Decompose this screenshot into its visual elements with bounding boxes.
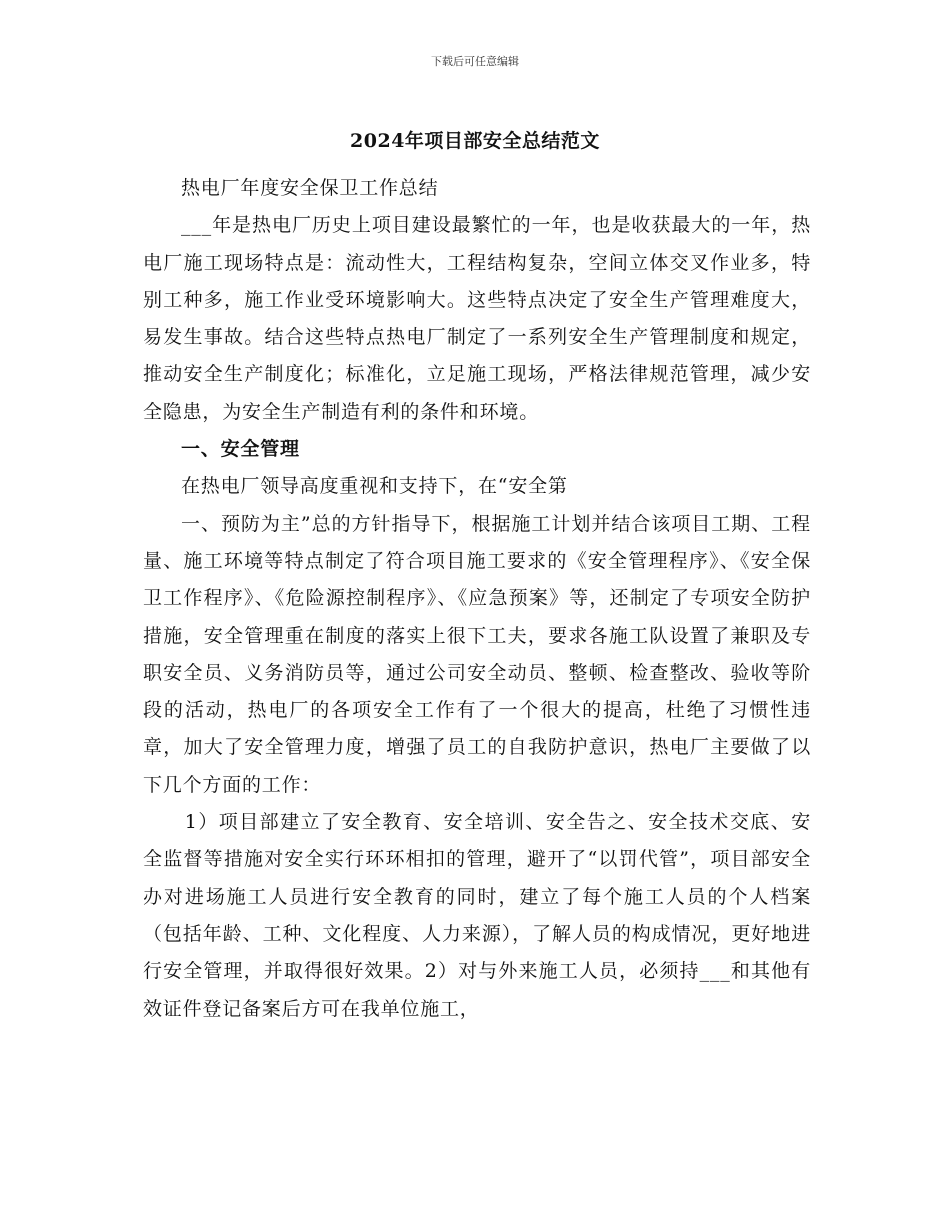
intro-paragraph: ___年是热电厂历史上项目建设最繁忙的一年，也是收获最大的一年，热电厂施工现场特点是：流动性大，工程结构复杂，空间立体交叉作业多，特别工种多，施工作业受环境影响大。这些特点决定了安全生产管理难度大，易发生事故。结合这些特点热电厂制定了一系列安全生产管理制度和规定，推动安全生产制度化；标准化，立足施工现场，严格法律规范管理，减少安全隐患，为安全生产制造有利的条件和环境。: [143, 214, 811, 423]
document-body: [143, 170, 811, 1028]
numbered-item-paragraph: 1）项目部建立了安全教育、安全培训、安全告之、安全技术交底、安全监督等措施对安全实行环环相扣的管理，避开了“以罚代管”，项目部安全办对进场施工人员进行安全教育的同时，建立了每个施工人员的个人档案（包括年龄、工种、文化程度、人力来源），了解人员的构成情况，更好地进行安全管理，并取得很好效果。2）对与外来施工人员，必须持___和其他有效证件登记备案后方可在我单位施工，: [143, 811, 811, 1020]
section-paragraph: 在热电厂领导高度重视和支持下，在“安全第: [181, 475, 568, 498]
document-title: 2024年项目部安全总结范文: [350, 130, 600, 152]
section-paragraph: 一、预防为主”总的方针指导下，根据施工计划并结合该项目工期、工程量、施工环境等特点制定了符合项目施工要求的《安全管理程序》、《安全保卫工作程序》、《危险源控制程序》、《应急预案》等，还制定了专项安全防护措施，安全管理重在制度的落实上很下工夫，要求各施工队设置了兼职及专职安全员、义务消防员等，通过公司安全动员、整顿、检查整改、验收等阶段的活动，热电厂的各项安全工作有了一个很大的提高，杜绝了习惯性违章，加大了安全管理力度，增强了员工的自我防护意识，热电厂主要做了以下几个方面的工作：: [143, 512, 811, 796]
page-header-note: 下载后可任意编辑: [431, 55, 519, 68]
section-heading: 一、安全管理: [181, 438, 300, 461]
subtitle-paragraph: 热电厂年度安全保卫工作总结: [181, 177, 439, 199]
